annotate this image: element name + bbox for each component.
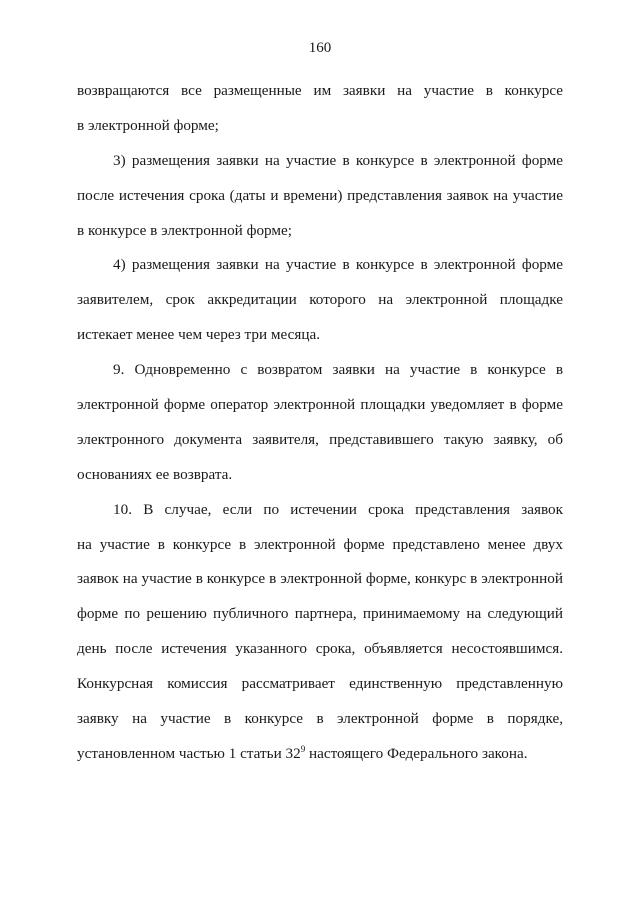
text-line: заявителем, срок аккредитации которого на электронной площадке	[77, 291, 563, 309]
text-line: 4) размещения заявки на участие в конкурсе в электронной форме	[113, 256, 563, 274]
text-line: Конкурсная комиссия рассматривает единственную представленную	[77, 675, 563, 693]
text-line: возвращаются все размещенные им заявки на участие в конкурсе	[77, 82, 563, 99]
text-line: заявок на участие в конкурсе в электронной форме, конкурс в электронной	[77, 570, 563, 588]
paragraph-item-4	[77, 248, 563, 353]
text-line: основаниях ее возврата.	[77, 465, 233, 483]
page-number: 160	[308, 40, 332, 56]
text-line: после истечения срока (даты и времени) представления заявок на участие	[77, 186, 563, 204]
paragraph-item-3	[77, 144, 563, 249]
paragraph-section-10	[77, 493, 563, 772]
text-segment: настоящего Федерального закона.	[305, 744, 528, 762]
text-line: электронного документа заявителя, представившего такую заявку, об	[77, 430, 563, 448]
text-line: на участие в конкурсе в электронной форме представлено менее двух	[77, 535, 563, 553]
text-line: день после истечения указанного срока, объявляется несостоявшимся.	[77, 640, 563, 658]
text-line: в электронной форме;	[77, 116, 219, 134]
text-line: истекает менее чем через три месяца.	[77, 326, 321, 344]
superscript: 9	[300, 743, 306, 754]
text-line: форме по решению публичного партнера, принимаемому на следующий	[77, 605, 563, 623]
text-line: 10. В случае, если по истечении срока представления заявок	[113, 500, 563, 518]
text-line: в конкурсе в электронной форме;	[77, 221, 292, 239]
text-line: заявку на участие в конкурсе в электронной форме в порядке,	[77, 710, 563, 728]
paragraph-continuation	[77, 74, 563, 144]
document-body	[77, 74, 563, 772]
text-line: 9. Одновременно с возвратом заявки на участие в конкурсе в	[113, 361, 563, 379]
paragraph-section-9	[77, 353, 563, 493]
text-line: 3) размещения заявки на участие в конкурсе в электронной форме	[113, 151, 563, 169]
text-segment: установленном частью 1 статьи 32	[77, 744, 301, 762]
text-line: электронной форме оператор электронной площадки уведомляет в форме	[77, 396, 563, 414]
text-line-final	[77, 737, 563, 772]
